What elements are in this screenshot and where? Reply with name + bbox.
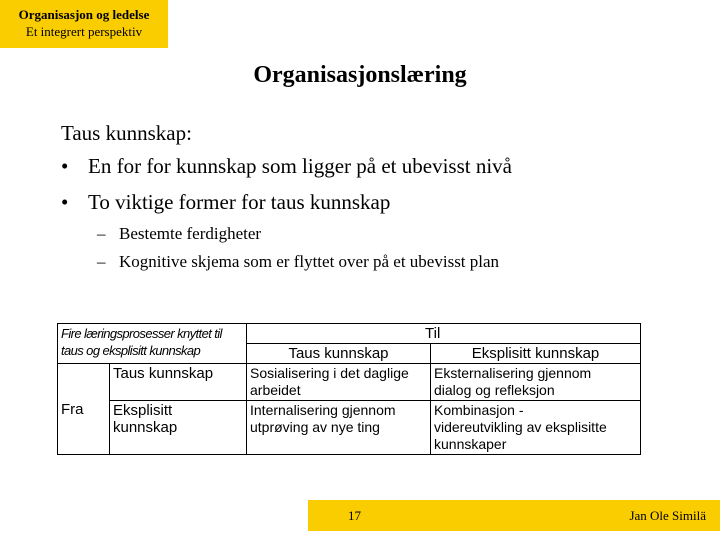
cell-kombinasjon-line3: kunnskaper — [434, 436, 507, 452]
table-row — [58, 364, 641, 401]
author-name: Jan Ole Similä — [629, 508, 706, 523]
col-header-eksplisitt: Eksplisitt kunnskap — [431, 344, 641, 364]
row-header-eksplisitt-line2: kunnskap — [113, 419, 178, 436]
cell-kombinasjon-line2: videreutvikling av eksplisitte — [434, 419, 607, 435]
sub-bullet-1 — [97, 224, 261, 244]
bullet-1 — [61, 154, 512, 179]
table-til-header: Til — [247, 324, 641, 344]
row-header-eksplisitt — [110, 401, 247, 455]
cell-sosialisering — [247, 364, 431, 401]
cell-internalisering-line1: Internalisering gjennom — [250, 402, 396, 418]
row-header-eksplisitt-line1: Eksplisitt — [113, 402, 173, 419]
page-number: 17 — [348, 508, 361, 523]
cell-kombinasjon — [431, 401, 641, 455]
brand-subtitle: Et integrert perspektiv — [25, 24, 143, 39]
sub-bullet-1-mark: – — [97, 224, 106, 243]
table-row — [58, 401, 641, 455]
col-header-taus: Taus kunnskap — [247, 344, 431, 364]
cell-sosialisering-line2: arbeidet — [250, 382, 301, 398]
table-row — [58, 324, 641, 344]
table-intro-line1: Fire læringsprosesser knyttet til — [61, 326, 222, 341]
cell-sosialisering-line1: Sosialisering i det daglige — [250, 365, 409, 381]
brand-box — [0, 0, 168, 48]
bullet-2-mark: • — [61, 190, 69, 214]
bullet-2 — [61, 190, 390, 215]
slide-title: Organisasjonslæring — [253, 62, 467, 88]
bullet-1-mark: • — [61, 154, 69, 178]
cell-eksternalisering-line1: Eksternalisering gjennom — [434, 365, 592, 381]
sub-bullet-2 — [97, 252, 499, 272]
sub-bullet-2-text: Kognitive skjema som er flyttet over på et ubevisst plan — [119, 252, 500, 271]
table-fra-label: Fra — [58, 364, 110, 455]
bullet-1-text: En for for kunnskap som ligger på et ubevisst nivå — [88, 154, 512, 178]
table-intro-line2: taus og eksplisitt kunnskap — [61, 343, 201, 358]
brand-title: Organisasjon og ledelse — [18, 7, 150, 22]
bullet-2-text: To viktige former for taus kunnskap — [88, 190, 391, 214]
lead-text: Taus kunnskap: — [61, 121, 192, 145]
table-intro-cell — [58, 324, 247, 364]
cell-eksternalisering — [431, 364, 641, 401]
cell-eksternalisering-line2: dialog og refleksjon — [434, 382, 555, 398]
row-header-taus: Taus kunnskap — [110, 364, 247, 401]
learning-process-table — [57, 323, 641, 455]
cell-internalisering — [247, 401, 431, 455]
sub-bullet-1-text: Bestemte ferdigheter — [119, 224, 262, 243]
sub-bullet-2-mark: – — [97, 252, 106, 271]
cell-kombinasjon-line1: Kombinasjon - — [434, 402, 524, 418]
cell-internalisering-line2: utprøving av nye ting — [250, 419, 380, 435]
